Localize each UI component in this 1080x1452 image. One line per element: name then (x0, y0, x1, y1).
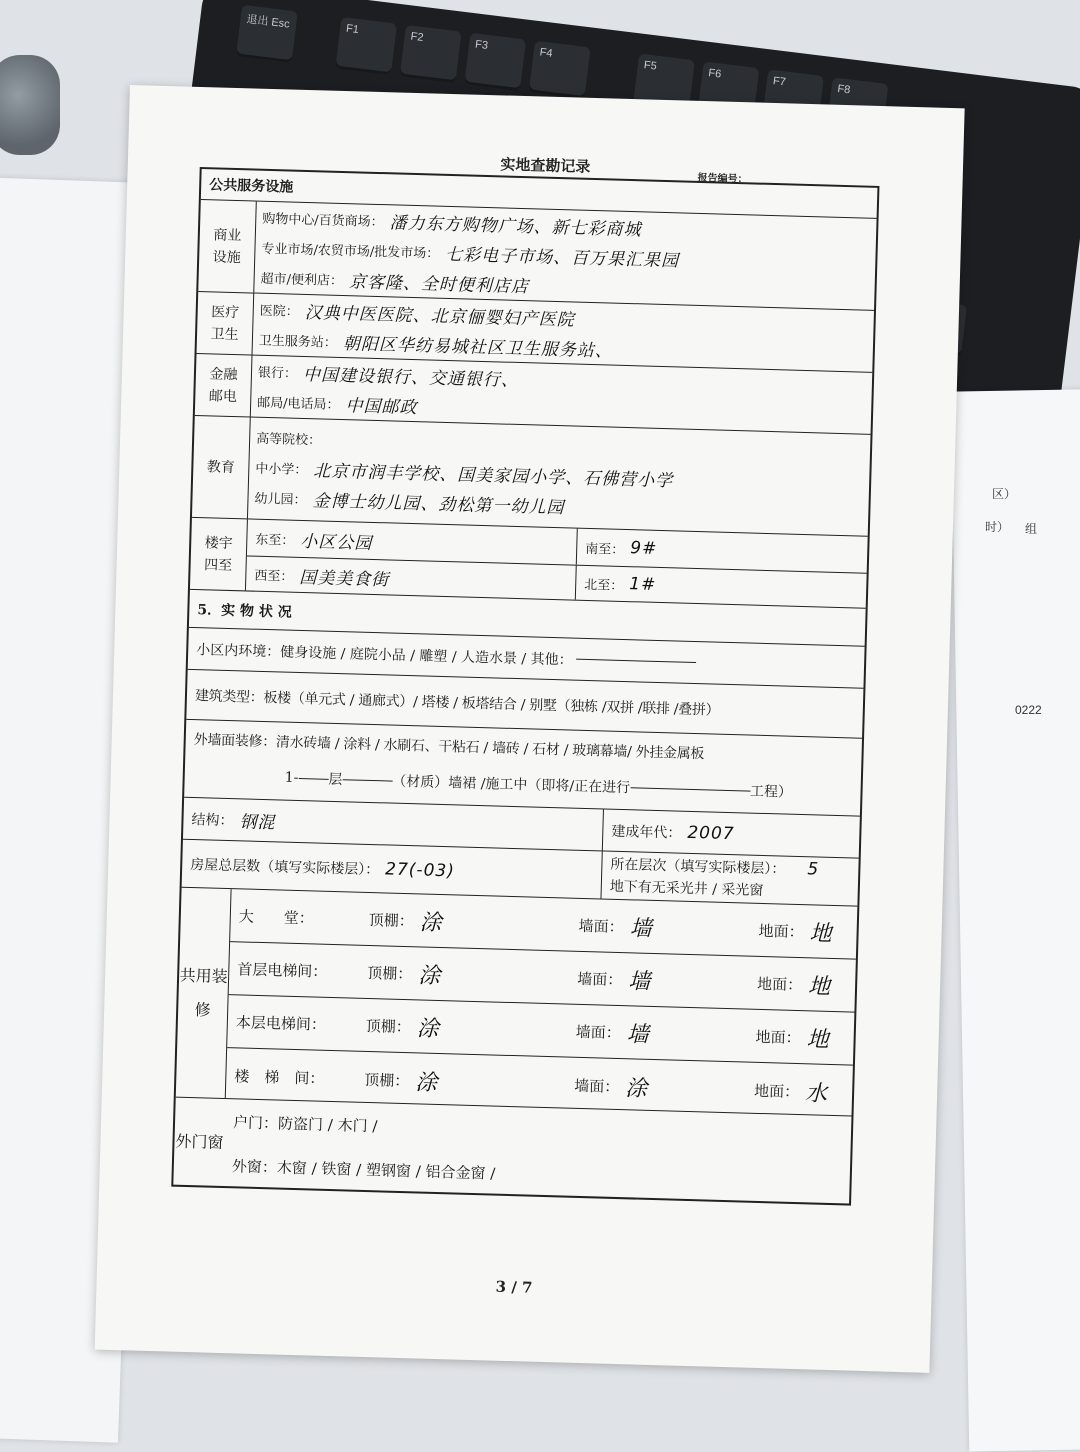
store-value[interactable]: 京客隆、全时便利店店 (348, 271, 530, 297)
other-blank[interactable] (577, 659, 697, 663)
floor-label: 地面： (758, 921, 804, 941)
finish-area-name: 大 堂： (238, 906, 315, 927)
report-number-label: 报告编号： (697, 172, 748, 186)
key-f3: F3 (464, 33, 526, 91)
school-label: 中小学： (255, 461, 308, 478)
ceiling-label: 顶棚： (367, 963, 413, 983)
ceiling-value[interactable]: 涂 (416, 1015, 441, 1042)
structure-value[interactable]: 钢混 (239, 812, 276, 834)
kindergarten-label: 幼儿园： (254, 491, 307, 508)
facade-line: 外墙面装修：清水砖墙 / 涂料 / 水刷石、干粘石 / 墙砖 / 石材 / 玻璃幕墙/ 外挂金属板 (193, 732, 705, 763)
key-f2: F2 (400, 25, 462, 83)
medical-label: 医疗卫生 (197, 292, 255, 355)
survey-sheet (95, 85, 965, 1373)
wall-label: 墙面： (575, 1022, 622, 1042)
wall-value[interactable]: 墙 (626, 1021, 651, 1048)
facade-material-text: （材质）墙裙 /施工中（即将/正在进行 (392, 773, 631, 797)
hospital-label: 医院： (259, 303, 299, 320)
wall-label: 墙面： (578, 916, 624, 936)
floor-value[interactable]: 地 (806, 1026, 830, 1053)
north-value[interactable]: 1# (628, 574, 657, 595)
year-label: 建成年代： (611, 823, 682, 842)
doors-windows-label: 外门窗 (175, 1131, 224, 1152)
key-f5: F5 (633, 53, 695, 111)
floor-label: 地面： (756, 974, 803, 994)
floor-label: 地面： (753, 1081, 800, 1101)
ceiling-value[interactable]: 涂 (414, 1069, 439, 1096)
south-label: 南至： (585, 541, 625, 558)
paper-right (951, 389, 1080, 1452)
finish-area-name: 首层电梯间： (237, 959, 328, 981)
building-type-line: 建筑类型：板楼（单元式 / 通廊式）/ 塔楼 / 板塔结合 / 别墅（独栋 /双拼 /联排 /叠拼） (194, 687, 720, 719)
hospital-value[interactable]: 汉典中医医院、北京俪婴妇产医院 (304, 302, 575, 331)
facade-project-suffix: 工程） (749, 783, 793, 801)
basement-line: 地下有无采光井 / 采光窗 (609, 878, 764, 899)
wall-label: 墙面： (573, 1076, 620, 1096)
physical-heading: 5．实 物 状 况 (197, 601, 292, 621)
environment-line: 小区内环境：健身设施 / 庭院小品 / 雕塑 / 人造水景 / 其他： (196, 641, 573, 669)
window-line: 外窗：木窗 / 铁窗 / 塑钢窗 / 铝合金窗 / (231, 1156, 496, 1183)
education-row (192, 415, 871, 536)
floor-value[interactable]: 水 (804, 1080, 829, 1107)
page-number: 3 / 7 (495, 1277, 533, 1297)
facade-floor-blank[interactable] (298, 777, 328, 779)
boundaries-label: 楼宇四至 (190, 518, 248, 591)
mall-label: 购物中心/百货商场： (262, 211, 384, 230)
ceiling-value[interactable]: 涂 (417, 962, 442, 989)
ceiling-label: 顶棚： (365, 1016, 412, 1036)
shared-finish-block (176, 887, 858, 1116)
finish-area-name: 本层电梯间： (235, 1012, 327, 1034)
market-value[interactable]: 七彩电子市场、百万果汇果园 (444, 244, 680, 271)
ceiling-value[interactable]: 涂 (419, 909, 444, 936)
bank-value[interactable]: 中国建设银行、交通银行、 (302, 364, 520, 391)
finance-label: 金融邮电 (195, 354, 253, 417)
education-label: 教育 (192, 416, 251, 519)
kindergarten-value[interactable]: 金博士幼儿园、劲松第一幼儿园 (312, 490, 565, 518)
commercial-label: 商业设施 (198, 200, 257, 293)
wall-value[interactable]: 墙 (627, 968, 652, 995)
clinic-value[interactable]: 朝阳区华纺易城社区卫生服务站、 (342, 333, 614, 362)
total-floors-value[interactable]: 27(-03) (384, 858, 456, 881)
door-line: 户门：防盗门 / 木门 / (232, 1112, 378, 1135)
key-f1: F1 (335, 17, 397, 75)
facade-material-blank[interactable] (342, 779, 392, 781)
structure-label: 结构： (191, 811, 234, 829)
post-value[interactable]: 中国邮政 (345, 395, 418, 418)
ceiling-label: 顶棚： (364, 1070, 410, 1090)
document-title: 实地查勘记录 (500, 155, 591, 176)
section-heading: 公共服务设施 (209, 177, 294, 196)
floor-value[interactable]: 地 (809, 920, 833, 947)
mall-value[interactable]: 潘力东方购物广场、新七彩商城 (389, 212, 642, 240)
key-f6: F6 (697, 61, 759, 119)
clinic-label: 卫生服务站： (258, 333, 338, 351)
facade-project-blank[interactable] (630, 787, 750, 791)
key-f7: F7 (762, 69, 824, 127)
floor-at-label: 所在层次（填写实际楼层）： (610, 856, 786, 878)
west-label: 西至： (254, 568, 294, 585)
floor-label: 地面： (755, 1027, 801, 1047)
store-label: 超市/便利店： (260, 271, 344, 289)
east-label: 东至： (255, 532, 295, 549)
college-label: 高等院校： (255, 431, 322, 448)
year-value[interactable]: 2007 (687, 822, 735, 844)
key-f4: F4 (529, 41, 591, 99)
floor-value[interactable]: 地 (807, 973, 832, 1000)
side-text: 时） (985, 520, 1010, 534)
ceiling-label: 顶棚： (368, 910, 415, 930)
facade-floor-prefix: 1- (284, 769, 299, 786)
bank-label: 银行： (257, 365, 298, 382)
side-text: 区） (992, 487, 1017, 501)
south-value[interactable]: 9# (629, 538, 658, 559)
survey-form (171, 167, 879, 1206)
school-value[interactable]: 北京市润丰学校、国美家园小学、石佛营小学 (313, 460, 674, 491)
wall-value[interactable]: 涂 (624, 1075, 649, 1102)
commercial-row (198, 199, 876, 310)
post-label: 邮局/电话局： (256, 395, 340, 413)
side-text: 组 (1025, 522, 1038, 536)
wall-value[interactable]: 墙 (629, 915, 654, 942)
west-value[interactable]: 国美美食街 (299, 567, 390, 590)
floor-at-value[interactable]: 5 (807, 859, 820, 880)
cable-roll (0, 55, 60, 155)
wall-label: 墙面： (576, 969, 623, 989)
total-floors-label: 房屋总层数（填写实际楼层）： (190, 856, 380, 878)
key-esc: 退出 Esc (236, 5, 298, 63)
market-label: 专业市场/农贸市场/批发市场： (261, 241, 440, 262)
shared-finish-label: 共用装修 (176, 888, 232, 1098)
north-label: 北至： (584, 577, 624, 594)
key-f8: F8 (826, 77, 888, 135)
side-text: 0222 (1015, 703, 1042, 717)
east-value[interactable]: 小区公园 (300, 531, 373, 554)
finish-area-name: 楼 梯 间： (234, 1066, 325, 1088)
facade-floor-unit: 层 (328, 771, 343, 789)
